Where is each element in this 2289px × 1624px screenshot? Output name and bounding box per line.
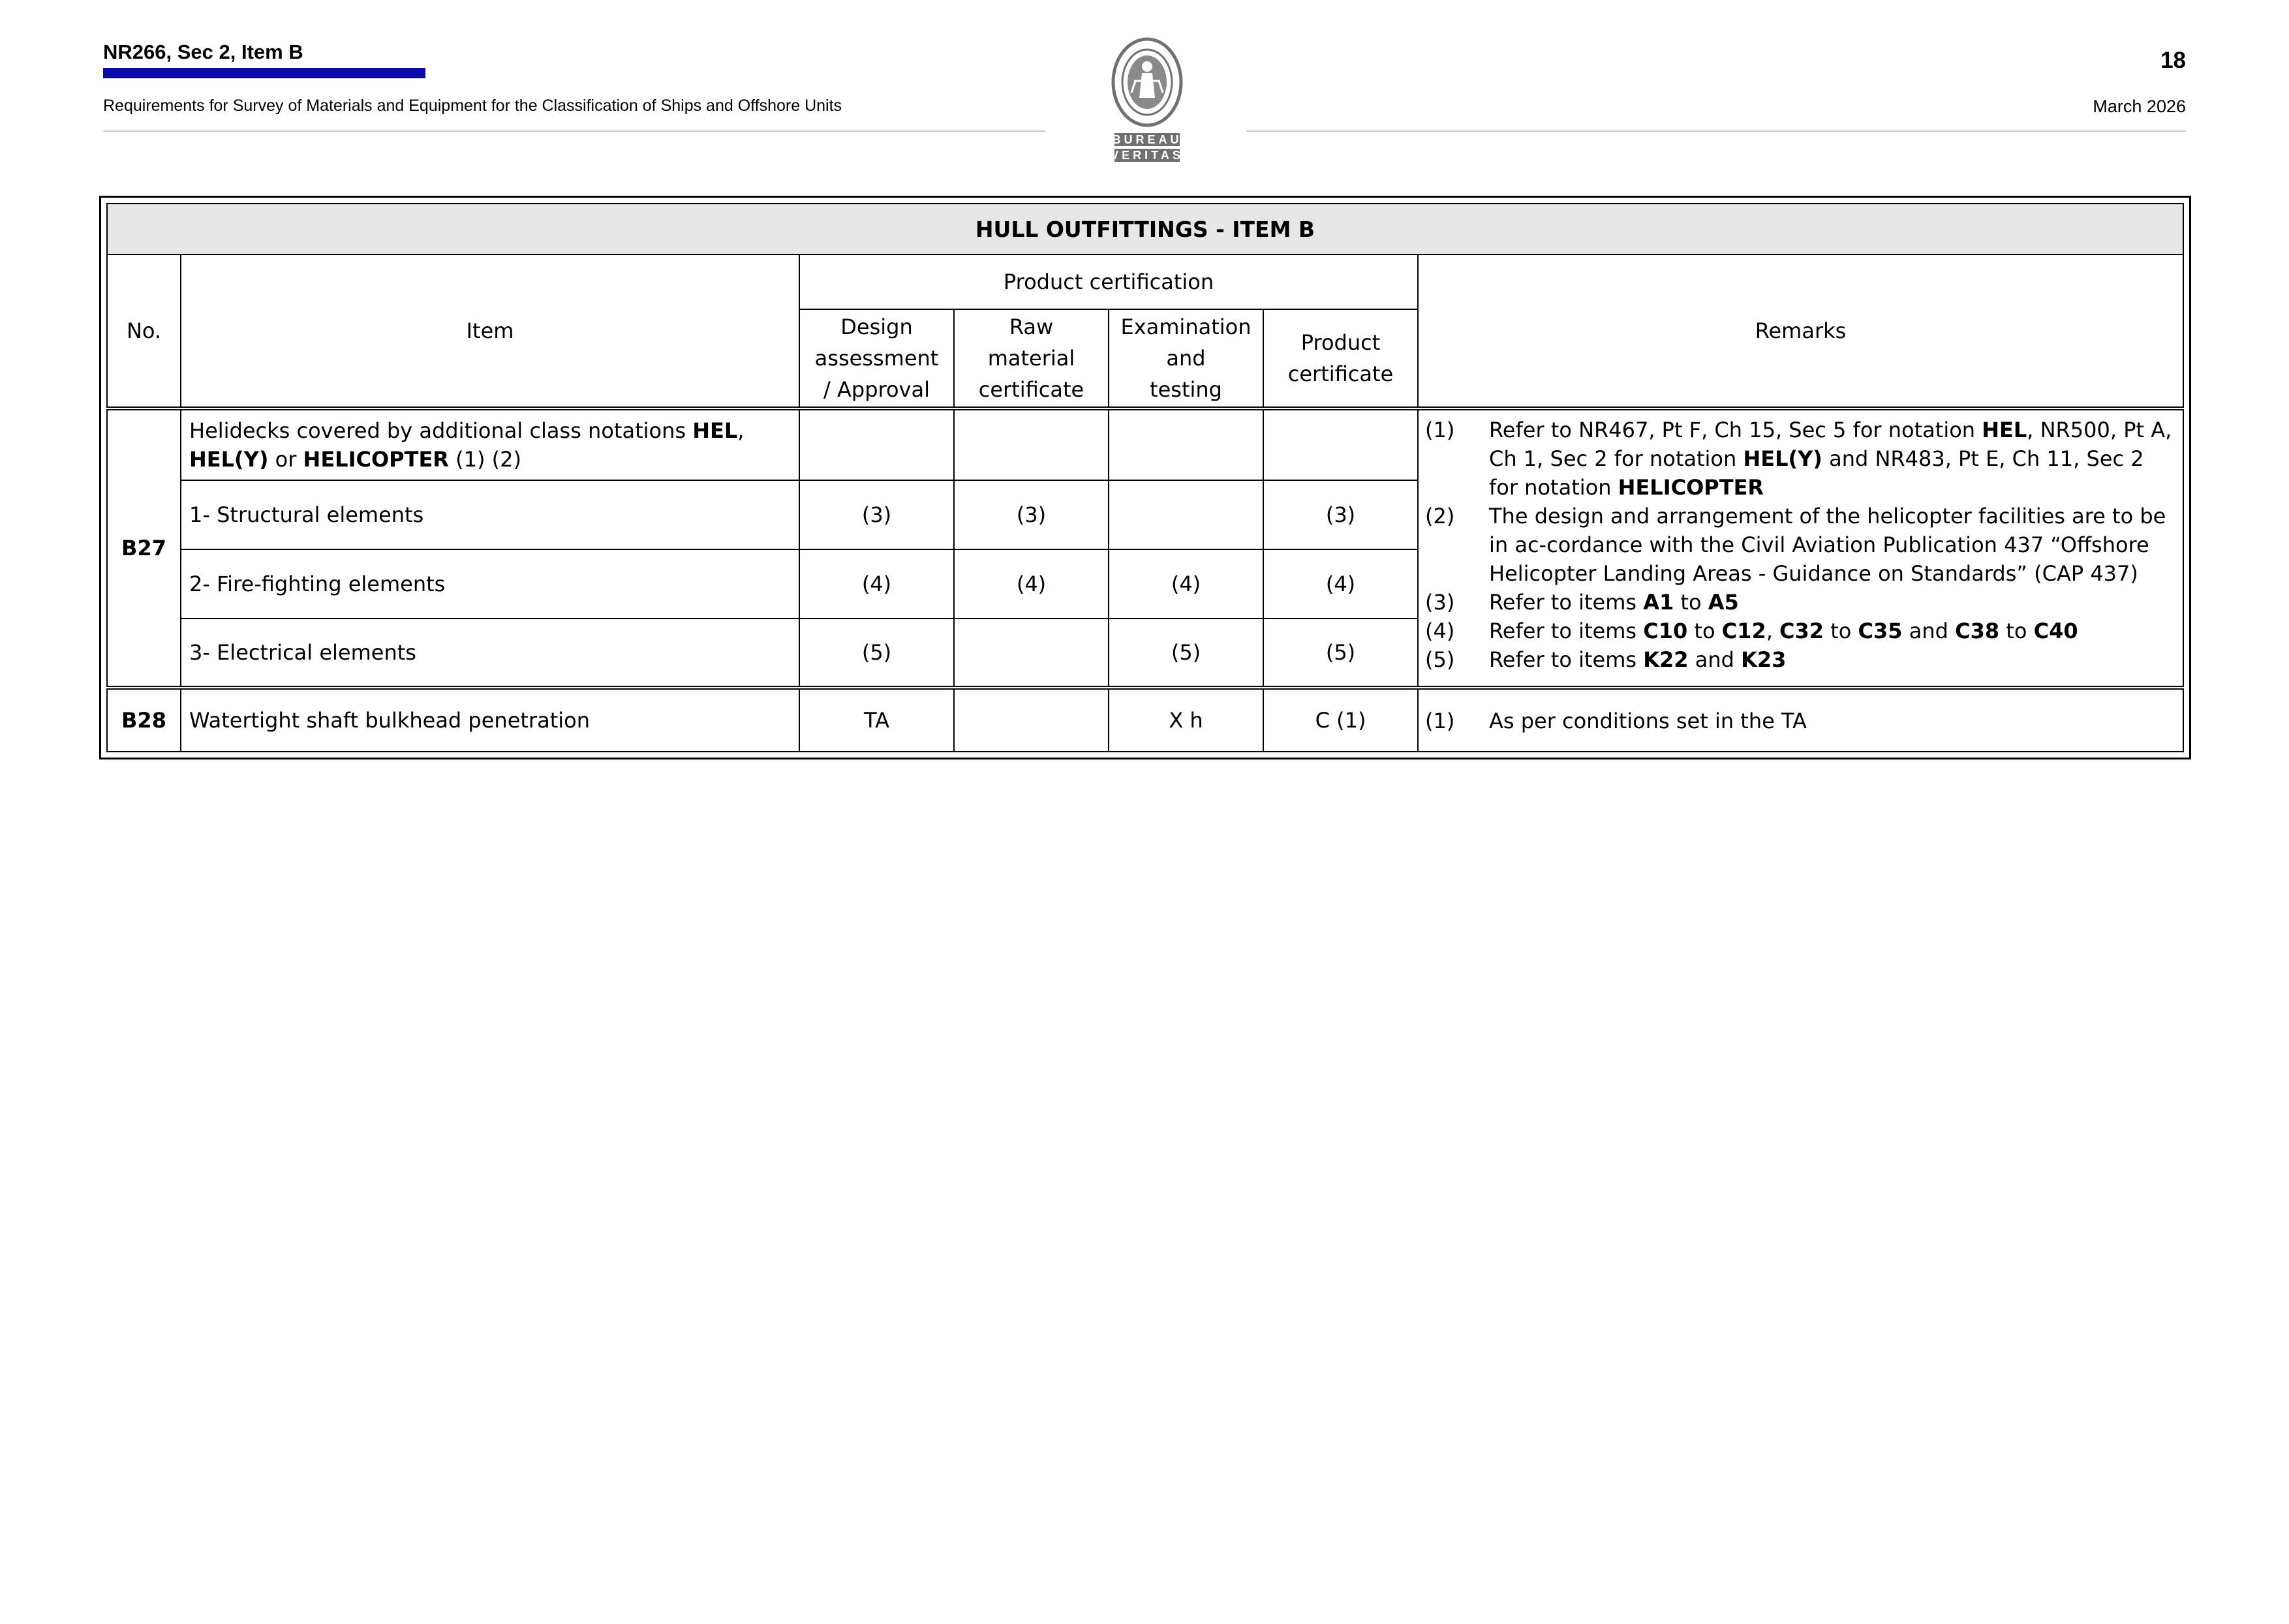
remark-1-text-1: Refer to NR467, Pt F, Ch 15, Sec 5 for notation — [1489, 418, 1982, 442]
item-cell: 2- Fire-fighting elements — [181, 549, 799, 619]
remark-4-text-1: Refer to items — [1489, 619, 1644, 643]
remark-5-text-1: Refer to items — [1489, 647, 1644, 672]
remark-text — [1489, 617, 2175, 645]
remark-number: (3) — [1425, 590, 1455, 615]
col-header-no: No. — [107, 254, 181, 408]
product-line-2: certificate — [1287, 361, 1394, 386]
exam-cell: (5) — [1109, 619, 1263, 688]
exam-cell — [1109, 408, 1263, 480]
exam-cell: X h — [1109, 688, 1263, 752]
remark-2 — [1425, 502, 2175, 588]
col-header-item: Item — [181, 254, 799, 408]
col-header-design-assessment — [799, 309, 954, 408]
document-subtitle: Requirements for Survey of Materials and Equipment for the Classification of Ships and Offshore Units — [103, 97, 842, 115]
product-cell: C (1) — [1263, 688, 1418, 752]
remark-4-text-3: , — [1766, 619, 1780, 643]
col-header-product-certificate — [1263, 309, 1418, 408]
remark-1-text-3: and NR483, Pt E, Ch 11, Sec 2 for notation — [1489, 446, 2144, 500]
raw-cell: (3) — [954, 480, 1109, 549]
design-cell: (3) — [799, 480, 954, 549]
hull-outfittings-table-frame — [99, 196, 2191, 759]
logo-word-veritas: VERITAS — [1111, 149, 1184, 162]
ref-c10: C10 — [1643, 619, 1688, 643]
remark-number: (5) — [1425, 647, 1455, 672]
remark-3 — [1425, 588, 2175, 617]
col-header-raw-material — [954, 309, 1109, 408]
raw-line-3: certificate — [978, 377, 1084, 402]
remark-5-text-2: and — [1688, 647, 1742, 672]
design-line-3: / Approval — [823, 377, 930, 402]
raw-line-2: material — [987, 346, 1075, 371]
design-cell — [799, 408, 954, 480]
design-cell: TA — [799, 688, 954, 752]
ref-k22: K22 — [1643, 647, 1689, 672]
table-row — [107, 408, 2183, 480]
remark-4 — [1425, 617, 2175, 645]
remark-3-text-1: Refer to items — [1489, 590, 1644, 615]
exam-line-2: and — [1166, 346, 1206, 371]
item-cell: 1- Structural elements — [181, 480, 799, 549]
item-number-b27: B27 — [107, 408, 181, 688]
design-cell: (4) — [799, 549, 954, 619]
remark-number: (4) — [1425, 619, 1455, 643]
remark-text — [1489, 588, 2175, 617]
remarks-b27 — [1418, 408, 2183, 688]
raw-cell — [954, 408, 1109, 480]
document-date: March 2026 — [2093, 97, 2186, 116]
remark-text — [1489, 416, 2175, 502]
product-line-1: Product — [1300, 330, 1381, 355]
remark-text: The design and arrangement of the helicopter facilities are to be in ac-cordance with the Civil Aviation Publication 437 “Offshore Helicopter Landing Areas - Guidance on Standards” (CAP 437) — [1489, 504, 2166, 586]
document-reference: NR266, Sec 2, Item B — [103, 40, 303, 63]
header-accent-bar — [103, 68, 425, 78]
remark-number: (2) — [1425, 504, 1455, 529]
raw-cell: (4) — [954, 549, 1109, 619]
remark-text: As per conditions set in the TA — [1489, 709, 1807, 733]
helidecks-text-3: or — [268, 447, 303, 472]
exam-cell — [1109, 480, 1263, 549]
page-number: 18 — [2160, 48, 2186, 73]
exam-cell: (4) — [1109, 549, 1263, 619]
product-cell — [1263, 408, 1418, 480]
col-header-remarks: Remarks — [1418, 254, 2183, 408]
design-line-1: Design — [840, 314, 913, 339]
ref-c35: C35 — [1858, 619, 1903, 643]
design-line-2: assessment — [814, 346, 939, 371]
raw-cell — [954, 619, 1109, 688]
remark-1-hel: HEL — [1982, 418, 2027, 442]
remark-4-text-6: to — [1999, 619, 2034, 643]
ref-c32: C32 — [1779, 619, 1824, 643]
remark-4-text-4: to — [1824, 619, 1858, 643]
remark-number: (1) — [1425, 709, 1455, 733]
table-row — [107, 688, 2183, 752]
product-cell: (4) — [1263, 549, 1418, 619]
remark-number: (1) — [1425, 418, 1455, 442]
remark-1-helicopter: HELICOPTER — [1618, 475, 1764, 500]
ref-c38: C38 — [1955, 619, 2000, 643]
ref-a1: A1 — [1643, 590, 1674, 615]
col-header-examination-testing — [1109, 309, 1263, 408]
helidecks-text-1: Helidecks covered by additional class notations — [189, 418, 693, 443]
product-cell: (5) — [1263, 619, 1418, 688]
ref-c12: C12 — [1721, 619, 1766, 643]
notation-hel-y: HEL(Y) — [189, 447, 269, 472]
header-rule-left — [103, 130, 1045, 132]
remark-1 — [1425, 416, 2175, 502]
helidecks-text-4: (1) (2) — [448, 447, 521, 472]
product-cell: (3) — [1263, 480, 1418, 549]
remark-4-text-2: to — [1687, 619, 1722, 643]
remark-1-text-2: , NR500, Pt A, Ch 1, Sec 2 for notation — [1489, 418, 2172, 471]
item-cell: Watertight shaft bulkhead penetration — [181, 688, 799, 752]
item-number-b28: B28 — [107, 688, 181, 752]
exam-line-3: testing — [1150, 377, 1222, 402]
notation-hel: HEL — [692, 418, 738, 443]
item-cell: 3- Electrical elements — [181, 619, 799, 688]
remark-3-text-2: to — [1674, 590, 1708, 615]
ref-c40: C40 — [2033, 619, 2078, 643]
header-rule-right — [1246, 130, 2186, 132]
item-cell-helidecks — [181, 408, 799, 480]
exam-line-1: Examination — [1120, 314, 1252, 339]
helidecks-text-2: , — [737, 418, 745, 443]
table-title: HULL OUTFITTINGS - ITEM B — [107, 204, 2183, 254]
notation-helicopter: HELICOPTER — [303, 447, 449, 472]
remark-text — [1489, 645, 2175, 674]
remark-1 — [1425, 707, 2175, 735]
remark-4-text-5: and — [1902, 619, 1956, 643]
design-cell: (5) — [799, 619, 954, 688]
remarks-b28 — [1418, 688, 2183, 752]
bureau-veritas-logo — [1096, 35, 1198, 164]
hull-outfittings-table — [106, 203, 2184, 752]
ref-k23: K23 — [1741, 647, 1787, 672]
ref-a5: A5 — [1708, 590, 1739, 615]
raw-cell — [954, 688, 1109, 752]
raw-line-1: Raw — [1009, 314, 1054, 339]
remark-1-hel-y: HEL(Y) — [1743, 446, 1822, 471]
remark-5 — [1425, 645, 2175, 674]
col-header-product-certification: Product certification — [799, 254, 1418, 309]
logo-word-bureau: BUREAU — [1112, 133, 1182, 146]
